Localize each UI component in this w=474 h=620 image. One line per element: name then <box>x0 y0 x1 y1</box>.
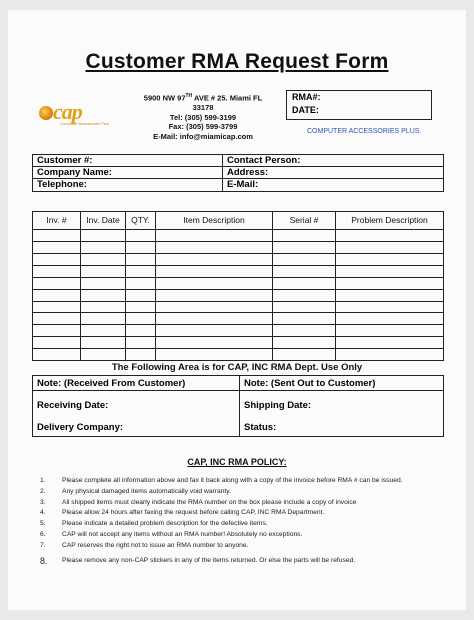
note-received-field[interactable]: Note: (Received From Customer) <box>37 378 186 389</box>
header-qty: QTY. <box>131 215 150 225</box>
item-row-line <box>33 301 443 302</box>
policy-item: 2. Any physical damaged items automatically void warranty. <box>40 487 231 495</box>
item-row-line <box>33 241 443 242</box>
policy-item: 3. All shipped items must clearly indicate the RMA number on the box please include a copy of invoice <box>40 498 357 506</box>
receiving-date-field[interactable]: Receiving Date: <box>37 400 109 411</box>
status-field[interactable]: Status: <box>244 422 277 433</box>
item-row-line <box>33 336 443 337</box>
page-title: Customer RMA Request Form <box>85 50 389 73</box>
header-serial: Serial # <box>289 215 319 225</box>
note-sent-field[interactable]: Note: (Sent Out to Customer) <box>244 378 376 389</box>
company-logo <box>38 99 118 129</box>
address-field[interactable]: Address: <box>227 167 269 178</box>
policy-item: 7. CAP reserves the right not to issue an RMA number to anyone. <box>40 541 249 549</box>
rma-number-box <box>286 90 432 120</box>
policy-item: 6. CAP will not accept any items without an RMA number! Absolutely no exceptions. <box>40 530 303 538</box>
address-email: E-Mail: info@miamicap.com <box>153 131 253 141</box>
delivery-company-field[interactable]: Delivery Company: <box>37 422 124 433</box>
item-row-line <box>33 312 443 313</box>
company-address <box>132 92 274 141</box>
item-row-line <box>33 289 443 290</box>
policy-item: 4. Please allow 24 hours after faxing the request before calling CAP, INC RMA Department. <box>40 509 325 517</box>
policy-list <box>40 476 460 566</box>
logo-wordmark: cap <box>53 99 82 124</box>
shipping-date-field[interactable]: Shipping Date: <box>244 400 312 411</box>
items-table <box>32 211 444 361</box>
item-row-line <box>33 277 443 278</box>
rma-number-field[interactable]: RMA#: <box>292 92 321 102</box>
logo-tagline: Computer Accessories Plus <box>60 121 109 126</box>
item-row-line <box>33 265 443 266</box>
company-name-field[interactable]: Company Name: <box>37 167 112 178</box>
item-row-line <box>33 253 443 254</box>
company-tagline: COMPUTER ACCESSORIES PLUS. <box>307 128 422 135</box>
address-fax: Fax: (305) 599-3799 <box>168 122 238 132</box>
column-divider <box>335 212 336 360</box>
header-inv-date: Inv. Date <box>86 215 120 225</box>
office-use-heading: The Following Area is for CAP, INC RMA Dept. Use Only <box>111 362 363 373</box>
telephone-field[interactable]: Telephone: <box>37 179 87 190</box>
sun-icon <box>38 105 54 121</box>
address-street: 5900 NW 97TH AVE # 25. Miami FL <box>143 93 263 103</box>
policy-title: CAP, INC RMA POLICY: <box>187 457 287 467</box>
policy-item: 1. Please complete all information above and fax it back along with a copy of the invoice before RMA # can be issued. <box>40 477 403 484</box>
contact-person-field[interactable]: Contact Person: <box>227 155 301 166</box>
item-row-line <box>33 324 443 325</box>
policy-item: 5. Please indicate a detailed problem description for the defective items. <box>40 520 268 528</box>
customer-info-table <box>32 154 444 192</box>
address-zip: 33178 <box>192 103 214 113</box>
customer-number-field[interactable]: Customer #: <box>37 155 93 166</box>
header-inv-number: Inv. # <box>46 215 67 225</box>
rma-date-field[interactable]: DATE: <box>292 105 319 115</box>
header-item-description: Item Description <box>183 215 245 225</box>
item-row-line <box>33 348 443 349</box>
header-problem-description: Problem Description <box>351 215 428 225</box>
cap-use-area <box>32 375 444 437</box>
policy-item: 8. Please remove any non-CAP stickers in any of the items returned. Or else the parts will be refused. <box>40 555 356 566</box>
column-divider <box>125 212 126 360</box>
column-divider <box>155 212 156 360</box>
column-divider <box>272 212 273 360</box>
address-tel: Tel: (305) 599-3199 <box>169 112 237 122</box>
email-field[interactable]: E-Mail: <box>227 179 259 190</box>
column-divider <box>80 212 81 360</box>
